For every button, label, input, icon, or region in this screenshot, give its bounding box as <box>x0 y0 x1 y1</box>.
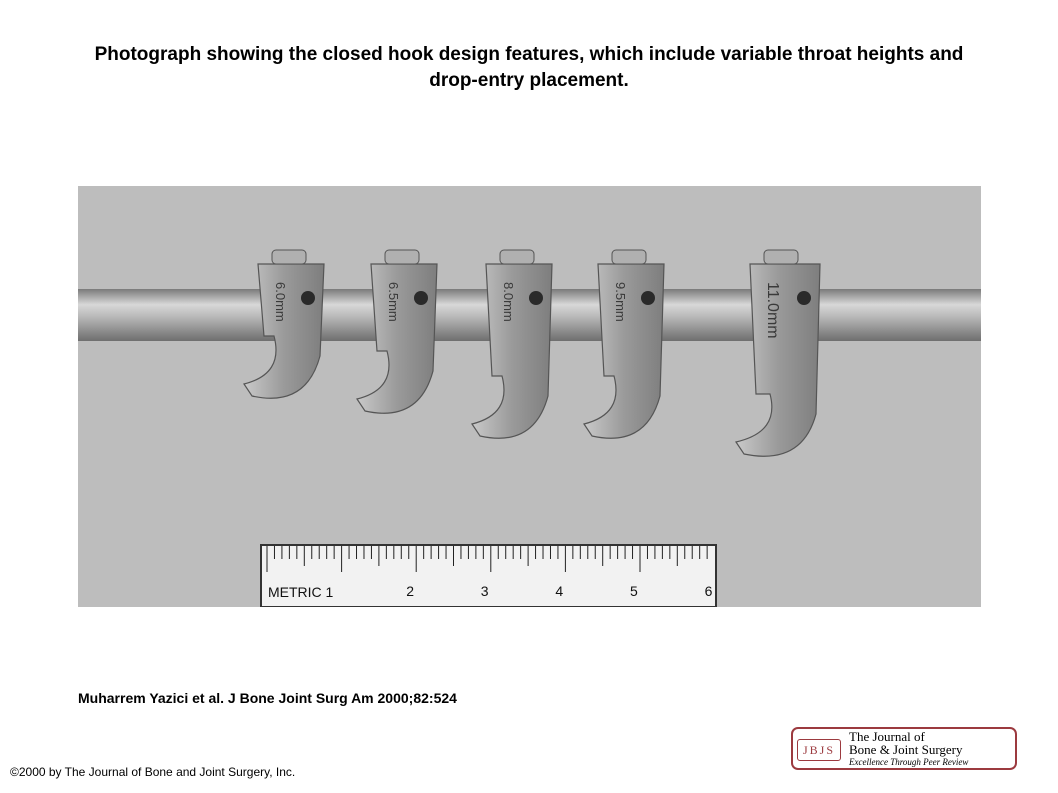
ruler-number: 2 <box>406 583 414 599</box>
figure-title-line-2: drop-entry placement. <box>429 70 629 91</box>
ruler <box>261 545 716 607</box>
ruler-number: 3 <box>480 583 489 599</box>
hook-photograph <box>78 186 981 607</box>
jbjs-logo-mark: JBJS <box>797 739 841 761</box>
jbjs-logo-name-line-1: The Journal of <box>849 729 925 744</box>
copyright-notice: ©2000 by The Journal of Bone and Joint Surgery, Inc. <box>10 765 296 779</box>
ruler-number: 4 <box>555 583 564 599</box>
citation: Muharrem Yazici et al. J Bone Joint Surg Am 2000;82:524 <box>78 690 457 706</box>
ruler-label: METRIC 1 <box>268 584 334 600</box>
ruler-number: 6 <box>704 583 713 599</box>
jbjs-logo-name-line-2: Bone & Joint Surgery <box>849 742 963 757</box>
hook-size-label: 6.0mm <box>273 282 288 322</box>
ruler-number: 5 <box>630 583 638 599</box>
jbjs-logo <box>791 727 1017 770</box>
figure-title-line-1: Photograph showing the closed hook design features, which include variable throat heights and <box>94 44 964 65</box>
jbjs-logo-tagline: Excellence Through Peer Review <box>849 757 969 767</box>
jbjs-logo-name <box>849 730 963 756</box>
figure-title <box>30 42 1028 94</box>
hook-size-label: 8.0mm <box>501 282 516 322</box>
hook-size-label: 9.5mm <box>613 282 628 322</box>
hook-size-label: 11.0mm <box>764 282 781 339</box>
hook-size-label: 6.5mm <box>386 282 401 322</box>
hook-photograph-drawing <box>78 186 981 607</box>
